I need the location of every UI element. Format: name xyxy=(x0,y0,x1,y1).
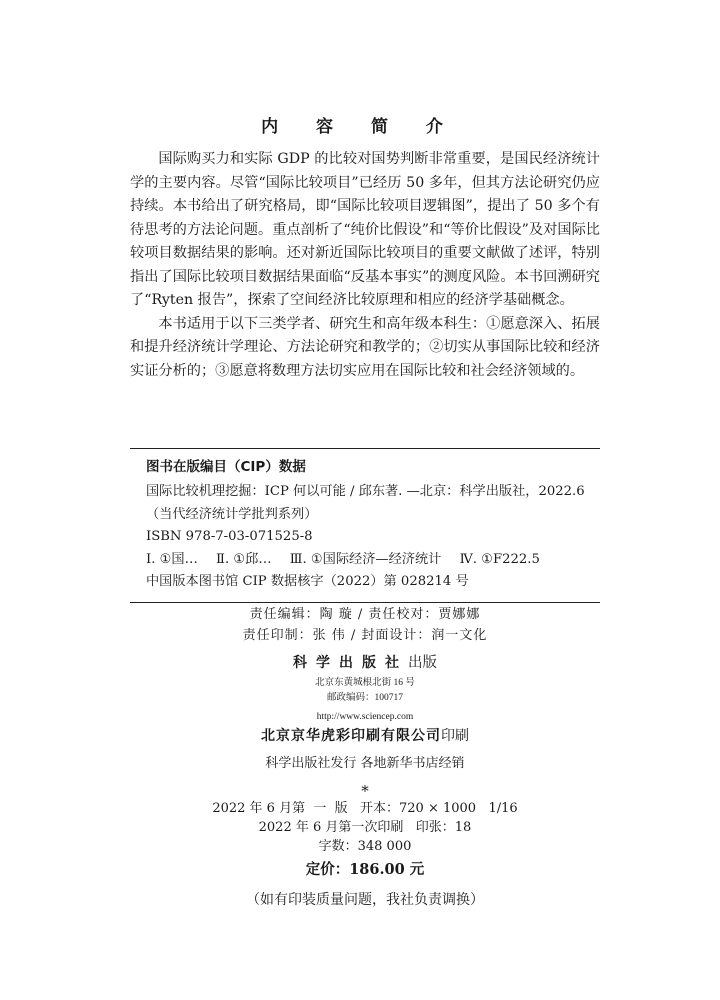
cip-record-number: 中国版本图书馆 CIP 数据核字（2022）第 028214 号 xyxy=(146,574,469,589)
word-count: 字数：348 000 xyxy=(318,839,412,854)
cip-isbn-line: ISBN 978-7-03-071525-8 xyxy=(146,529,313,544)
summary-paragraph: 国际购买力和实际 GDP 的比较对国势判断非常重要，是国民经济统计学的主要内容。尽管“国际比较项目”已经历 50 多年，但其方法论研究仍应持续。本书给出了研究格局，即“国际比较项目逻辑图”，提出了 50 多个有待思考的方法论问题。重点剖析了“纯价比假设”和“等价比假设”及对国际比较项目数据结果的影响。还对新近国际比较项目的重要文献做了述评，特别指出了国际比较项目数据结果面临“反基本事实”的测度风险。本书回溯研究了“Ryten 报告”，探索了空间经济比较原理和相应的经济学基础概念。 xyxy=(130,151,600,308)
cip-classification-line xyxy=(130,549,600,572)
cip-class-item: Ⅲ. ①国际经济—经济统计 xyxy=(289,551,442,567)
price-label: 定价：186.00 元 xyxy=(305,861,425,878)
cip-class-item: Ⅰ. ①国… xyxy=(146,551,198,567)
printer-name: 北京京华虎彩印刷有限公司 xyxy=(261,728,441,744)
cip-heading: 图书在版编目（CIP）数据 xyxy=(146,459,306,475)
cip-series-line: （当代经济统计学批判系列） xyxy=(146,506,318,522)
publisher-logo-text: 科学出版社 xyxy=(293,655,408,671)
summary-paragraph: 本书适用于以下三类学者、研究生和高年级本科生：①愿意深入、拓展和提升经济统计学理论、方法论研究和教学的；②切实从事国际比较和经济实证分析的；③愿意将数理方法切实应用在国际比较和社会经济领域的。 xyxy=(130,315,600,379)
cip-class-item: Ⅳ. ①F222.5 xyxy=(459,551,540,567)
content-summary xyxy=(130,148,600,383)
section-title: 内 容 简 介 xyxy=(261,117,459,137)
cip-title-line: 国际比较机理挖掘：ICP 何以可能 / 邱东著. —北京：科学出版社，2022.6 xyxy=(146,484,585,499)
separator-star: * xyxy=(361,782,369,800)
printing-line: 2022 年 6 月第一次印刷 印张：18 xyxy=(258,820,472,835)
publisher-url: http://www.sciencep.com xyxy=(316,712,414,722)
publisher-suffix: 出版 xyxy=(408,655,437,671)
publisher-address: 北京东黄城根北街 16 号 xyxy=(315,678,415,688)
publisher-line xyxy=(130,650,600,676)
editor-credits: 责任编辑：陶 璇 / 责任校对：贾娜娜 xyxy=(249,607,481,622)
imprint-block xyxy=(130,604,600,912)
production-credits: 责任印制：张 伟 / 封面设计：润一文化 xyxy=(242,628,488,643)
distribution-line: 科学出版社发行 各地新华书店经销 xyxy=(265,756,465,771)
printer-line xyxy=(130,725,600,747)
cip-data-block xyxy=(130,448,600,603)
quality-note: （如有印装质量问题，我社负责调换） xyxy=(246,892,484,908)
cip-class-item: Ⅱ. ①邱… xyxy=(216,551,272,567)
printer-suffix: 印刷 xyxy=(441,728,469,744)
publisher-postcode: 邮政编码：100717 xyxy=(326,693,403,703)
edition-line: 2022 年 6 月第 一 版 开本：720 × 1000 1/16 xyxy=(212,801,518,816)
